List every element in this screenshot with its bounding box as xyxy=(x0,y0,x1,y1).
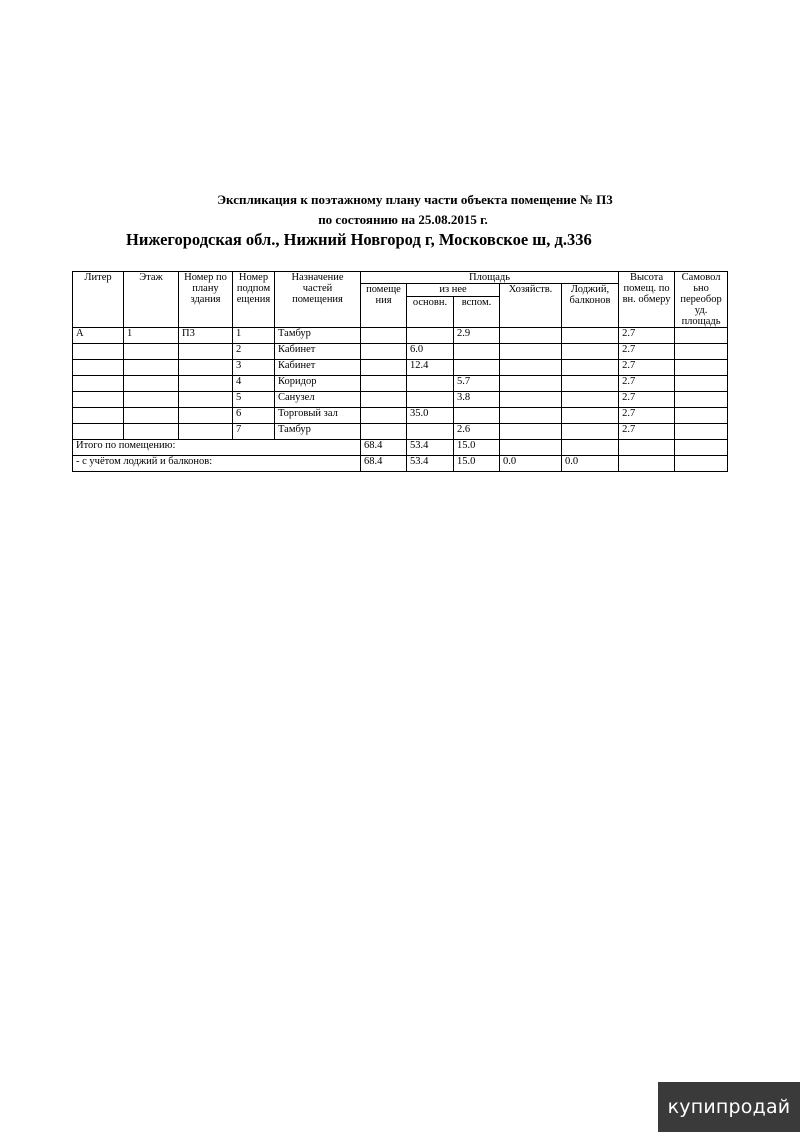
cell-room xyxy=(361,408,407,424)
header-building-plan-no: Номер по плану здания xyxy=(179,272,233,328)
cell-no: 3 xyxy=(233,360,275,376)
cell-household xyxy=(500,424,562,440)
cell-liter: А xyxy=(73,328,124,344)
header-purpose: Назначение частей помещения xyxy=(275,272,361,328)
cell-household xyxy=(500,376,562,392)
cell-household xyxy=(500,408,562,424)
table-row xyxy=(73,360,728,376)
cell-aux xyxy=(454,344,500,360)
cell-room xyxy=(361,392,407,408)
header-household: Хозяйств. xyxy=(500,284,562,328)
cell-height: 2.7 xyxy=(619,360,675,376)
watermark-logo: купипродай xyxy=(658,1082,800,1132)
cell-purpose: Кабинет xyxy=(275,344,361,360)
cell-plan-no xyxy=(179,376,233,392)
cell-floor xyxy=(124,392,179,408)
cell-floor: 1 xyxy=(124,328,179,344)
header-row-1 xyxy=(73,272,728,284)
cell-plan-no: П3 xyxy=(179,328,233,344)
cell-height: 2.7 xyxy=(619,408,675,424)
cell-no: 7 xyxy=(233,424,275,440)
cell-loggias xyxy=(562,392,619,408)
cell-height: 2.7 xyxy=(619,376,675,392)
total-with-loggias-aux: 15.0 xyxy=(454,456,500,472)
header-room-area: помеще ния xyxy=(361,284,407,328)
cell-loggias xyxy=(562,376,619,392)
table-row xyxy=(73,376,728,392)
cell-no: 1 xyxy=(233,328,275,344)
total-with-loggias-loggias: 0.0 xyxy=(562,456,619,472)
header-floor: Этаж xyxy=(124,272,179,328)
cell-main: 35.0 xyxy=(407,408,454,424)
cell-unauth xyxy=(675,344,728,360)
cell-no: 5 xyxy=(233,392,275,408)
property-address: Нижегородская обл., Нижний Новгород г, Московское ш, д.336 xyxy=(126,230,592,249)
header-aux: вспом. xyxy=(454,297,500,328)
header-unauthorized: Самовол ьно переобор уд. площадь xyxy=(675,272,728,328)
cell-aux xyxy=(454,360,500,376)
total-aux: 15.0 xyxy=(454,440,500,456)
cell-unauth xyxy=(675,392,728,408)
cell-liter xyxy=(73,408,124,424)
cell-room xyxy=(361,328,407,344)
cell-aux: 2.6 xyxy=(454,424,500,440)
cell-purpose: Санузел xyxy=(275,392,361,408)
total-with-loggias-label: - с учётом лоджий и балконов: xyxy=(73,456,361,472)
cell-purpose: Кабинет xyxy=(275,360,361,376)
cell-plan-no xyxy=(179,392,233,408)
total-row xyxy=(73,440,728,456)
total-with-loggias-unauth xyxy=(675,456,728,472)
document-title: Экспликация к поэтажному плану части объекта помещение № П3 xyxy=(217,192,613,207)
cell-height: 2.7 xyxy=(619,344,675,360)
header-liter: Литер xyxy=(73,272,124,328)
header-height: Высота помещ. по вн. обмеру xyxy=(619,272,675,328)
document-date: по состоянию на 25.08.2015 г. xyxy=(318,212,488,227)
total-with-loggias-room: 68.4 xyxy=(361,456,407,472)
cell-unauth xyxy=(675,376,728,392)
cell-floor xyxy=(124,424,179,440)
cell-aux xyxy=(454,408,500,424)
cell-plan-no xyxy=(179,424,233,440)
cell-household xyxy=(500,392,562,408)
cell-no: 4 xyxy=(233,376,275,392)
cell-height: 2.7 xyxy=(619,328,675,344)
cell-purpose: Тамбур xyxy=(275,424,361,440)
header-of-which: из нее xyxy=(407,284,500,297)
explication-table xyxy=(72,271,728,472)
cell-main xyxy=(407,328,454,344)
cell-main xyxy=(407,376,454,392)
cell-no: 2 xyxy=(233,344,275,360)
total-label: Итого по помещению: xyxy=(73,440,361,456)
cell-main xyxy=(407,392,454,408)
cell-height: 2.7 xyxy=(619,424,675,440)
cell-liter xyxy=(73,376,124,392)
cell-plan-no xyxy=(179,408,233,424)
total-height xyxy=(619,440,675,456)
table-row xyxy=(73,392,728,408)
total-main: 53.4 xyxy=(407,440,454,456)
cell-liter xyxy=(73,344,124,360)
cell-loggias xyxy=(562,360,619,376)
total-with-loggias-household: 0.0 xyxy=(500,456,562,472)
cell-aux: 2.9 xyxy=(454,328,500,344)
cell-loggias xyxy=(562,344,619,360)
cell-height: 2.7 xyxy=(619,392,675,408)
table-row xyxy=(73,344,728,360)
total-with-loggias-height xyxy=(619,456,675,472)
cell-room xyxy=(361,424,407,440)
cell-household xyxy=(500,328,562,344)
cell-aux: 5.7 xyxy=(454,376,500,392)
table-row xyxy=(73,328,728,344)
header-subroom-no: Номер подпом ещения xyxy=(233,272,275,328)
table-body xyxy=(73,328,728,472)
cell-household xyxy=(500,360,562,376)
cell-floor xyxy=(124,376,179,392)
cell-liter xyxy=(73,392,124,408)
cell-room xyxy=(361,376,407,392)
cell-aux: 3.8 xyxy=(454,392,500,408)
header-main: основн. xyxy=(407,297,454,328)
table-row xyxy=(73,408,728,424)
cell-purpose: Тамбур xyxy=(275,328,361,344)
cell-liter xyxy=(73,424,124,440)
cell-purpose: Коридор xyxy=(275,376,361,392)
cell-room xyxy=(361,360,407,376)
cell-unauth xyxy=(675,360,728,376)
cell-no: 6 xyxy=(233,408,275,424)
cell-main: 6.0 xyxy=(407,344,454,360)
cell-floor xyxy=(124,360,179,376)
cell-plan-no xyxy=(179,360,233,376)
cell-purpose: Торговый зал xyxy=(275,408,361,424)
cell-unauth xyxy=(675,424,728,440)
cell-unauth xyxy=(675,408,728,424)
cell-unauth xyxy=(675,328,728,344)
header-loggias: Лоджий, балконов xyxy=(562,284,619,328)
cell-loggias xyxy=(562,408,619,424)
table-row xyxy=(73,424,728,440)
total-loggias xyxy=(562,440,619,456)
cell-liter xyxy=(73,360,124,376)
total-with-loggias-row xyxy=(73,456,728,472)
cell-household xyxy=(500,344,562,360)
cell-floor xyxy=(124,344,179,360)
cell-plan-no xyxy=(179,344,233,360)
cell-main: 12.4 xyxy=(407,360,454,376)
header-area: Площадь xyxy=(361,272,619,284)
cell-floor xyxy=(124,408,179,424)
total-household xyxy=(500,440,562,456)
cell-main xyxy=(407,424,454,440)
cell-loggias xyxy=(562,424,619,440)
total-room: 68.4 xyxy=(361,440,407,456)
total-with-loggias-main: 53.4 xyxy=(407,456,454,472)
total-unauth xyxy=(675,440,728,456)
cell-loggias xyxy=(562,328,619,344)
cell-room xyxy=(361,344,407,360)
